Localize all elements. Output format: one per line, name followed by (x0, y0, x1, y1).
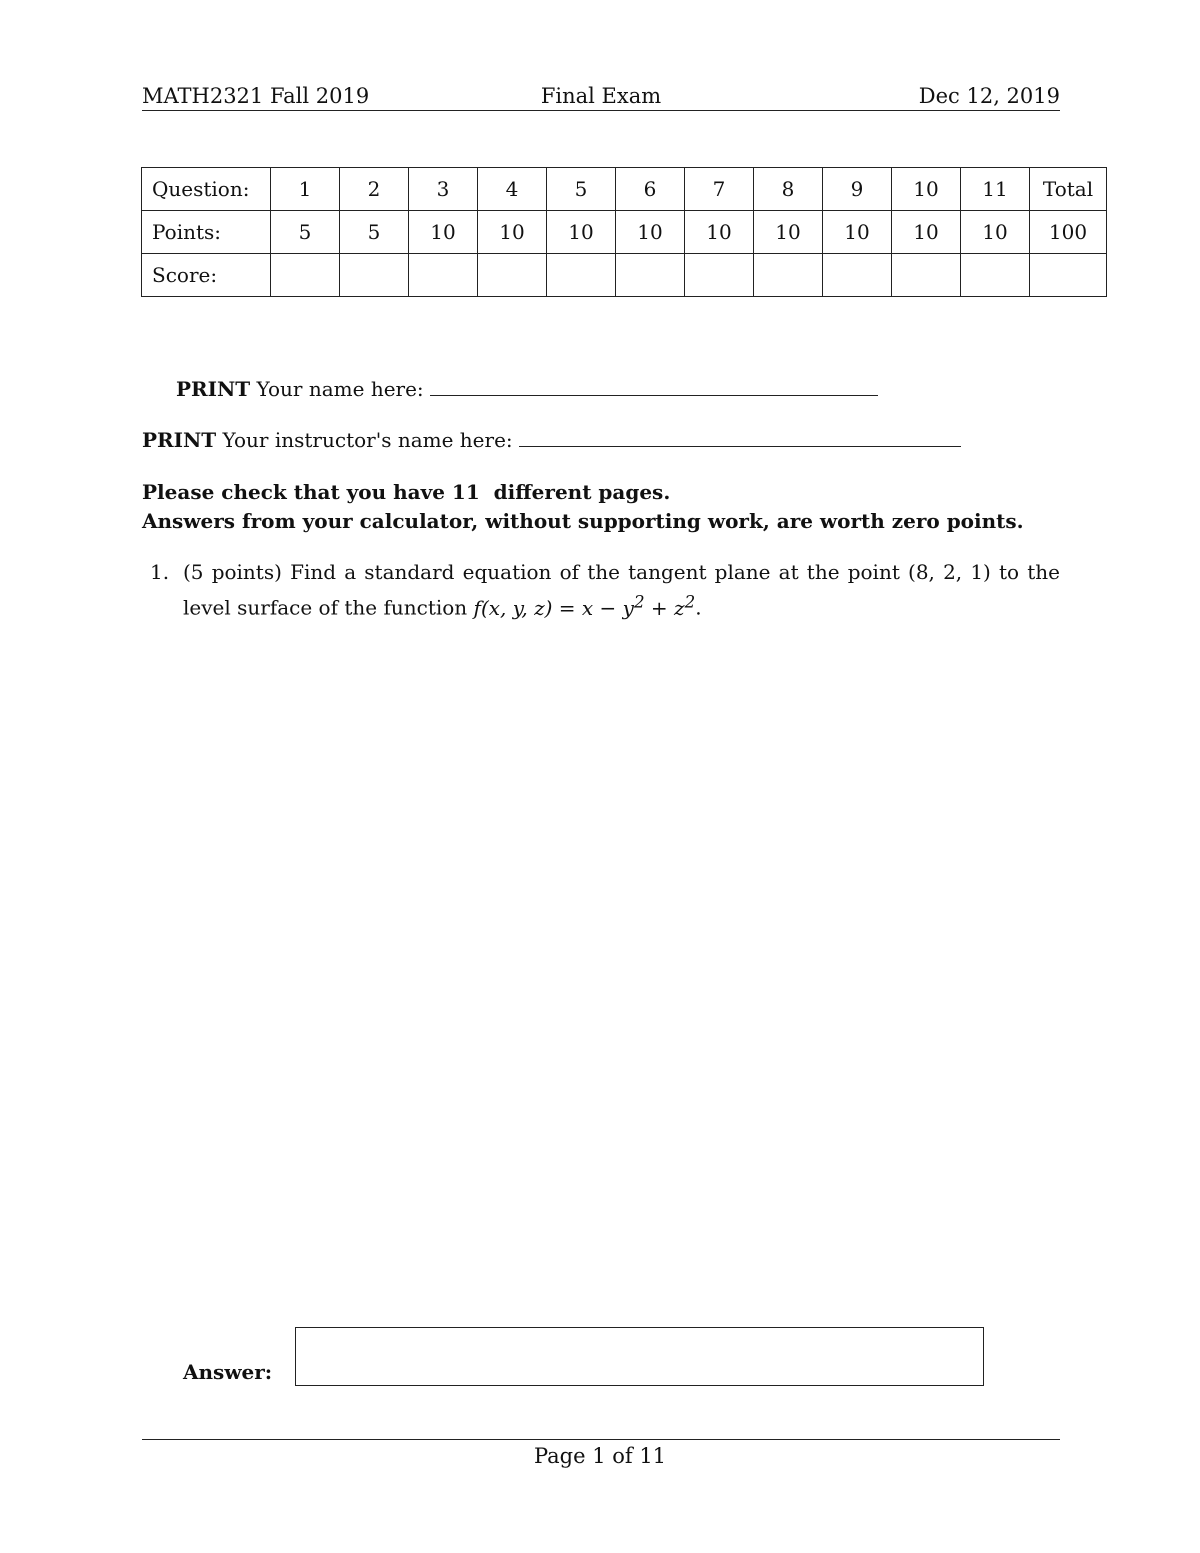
print-label: PRINT (176, 377, 251, 401)
page-header (142, 82, 1060, 111)
answer-label: Answer: (183, 1360, 273, 1384)
score-cell[interactable] (409, 254, 478, 297)
question-row (142, 168, 1107, 211)
function-lhs: f(x, y, z) = x − y (473, 595, 634, 620)
question-number: 5 (547, 168, 616, 211)
question-number: 4 (478, 168, 547, 211)
score-cell[interactable] (685, 254, 754, 297)
score-cell[interactable] (754, 254, 823, 297)
name-blank[interactable] (430, 394, 878, 396)
total-score-cell[interactable] (1030, 254, 1107, 297)
points-value: 10 (616, 211, 685, 254)
footer-rule (142, 1439, 1060, 1440)
question-number: 1 (271, 168, 340, 211)
score-cell[interactable] (892, 254, 961, 297)
points-value: 10 (547, 211, 616, 254)
name-label: Your name here: (256, 377, 424, 401)
total-points: 100 (1030, 211, 1107, 254)
score-cell[interactable] (340, 254, 409, 297)
question-number: 3 (409, 168, 478, 211)
answer-box[interactable] (295, 1327, 984, 1386)
points-value: 10 (892, 211, 961, 254)
exam-title: Final Exam (540, 84, 662, 108)
score-row-label: Score: (142, 254, 271, 297)
points-value: 10 (754, 211, 823, 254)
points-value: 10 (961, 211, 1030, 254)
question-1 (150, 558, 1060, 623)
points-value: 10 (478, 211, 547, 254)
question-number: 9 (823, 168, 892, 211)
score-cell[interactable] (271, 254, 340, 297)
instructor-blank[interactable] (519, 445, 961, 447)
score-cell[interactable] (616, 254, 685, 297)
total-label: Total (1030, 168, 1107, 211)
question-prompt: (5 points) Find a standard equation of the tangent plane at the point (8, 2, 1) to the level surface of the function (183, 560, 1060, 620)
period: . (695, 595, 702, 620)
points-value: 5 (340, 211, 409, 254)
points-value: 5 (271, 211, 340, 254)
points-row (142, 211, 1107, 254)
name-field (176, 377, 878, 401)
function-expression (473, 592, 696, 620)
score-cell[interactable] (478, 254, 547, 297)
exponent: 2 (633, 592, 645, 611)
points-row-label: Points: (142, 211, 271, 254)
points-value: 10 (823, 211, 892, 254)
score-cell[interactable] (547, 254, 616, 297)
question-number-label: 1. (150, 560, 170, 584)
pages-notice: Please check that you have 11 different pages. (142, 480, 671, 504)
question-number: 10 (892, 168, 961, 211)
function-term: + z (644, 595, 685, 620)
score-cell[interactable] (823, 254, 892, 297)
calculator-notice: Answers from your calculator, without supporting work, are worth zero points. (142, 509, 1024, 533)
score-cell[interactable] (961, 254, 1030, 297)
question-text (183, 558, 1060, 623)
score-row (142, 254, 1107, 297)
points-value: 10 (409, 211, 478, 254)
instructor-field (142, 428, 961, 452)
question-number: 7 (685, 168, 754, 211)
question-number: 11 (961, 168, 1030, 211)
score-table (141, 167, 1107, 297)
course-label: MATH2321 Fall 2019 (142, 84, 370, 108)
question-number: 2 (340, 168, 409, 211)
points-value: 10 (685, 211, 754, 254)
exponent: 2 (684, 592, 696, 611)
exam-date: Dec 12, 2019 (918, 84, 1060, 108)
question-row-label: Question: (142, 168, 271, 211)
print-label: PRINT (142, 428, 217, 452)
page-number: Page 1 of 11 (533, 1444, 667, 1468)
question-number: 8 (754, 168, 823, 211)
question-number: 6 (616, 168, 685, 211)
instructor-label: Your instructor's name here: (222, 428, 513, 452)
